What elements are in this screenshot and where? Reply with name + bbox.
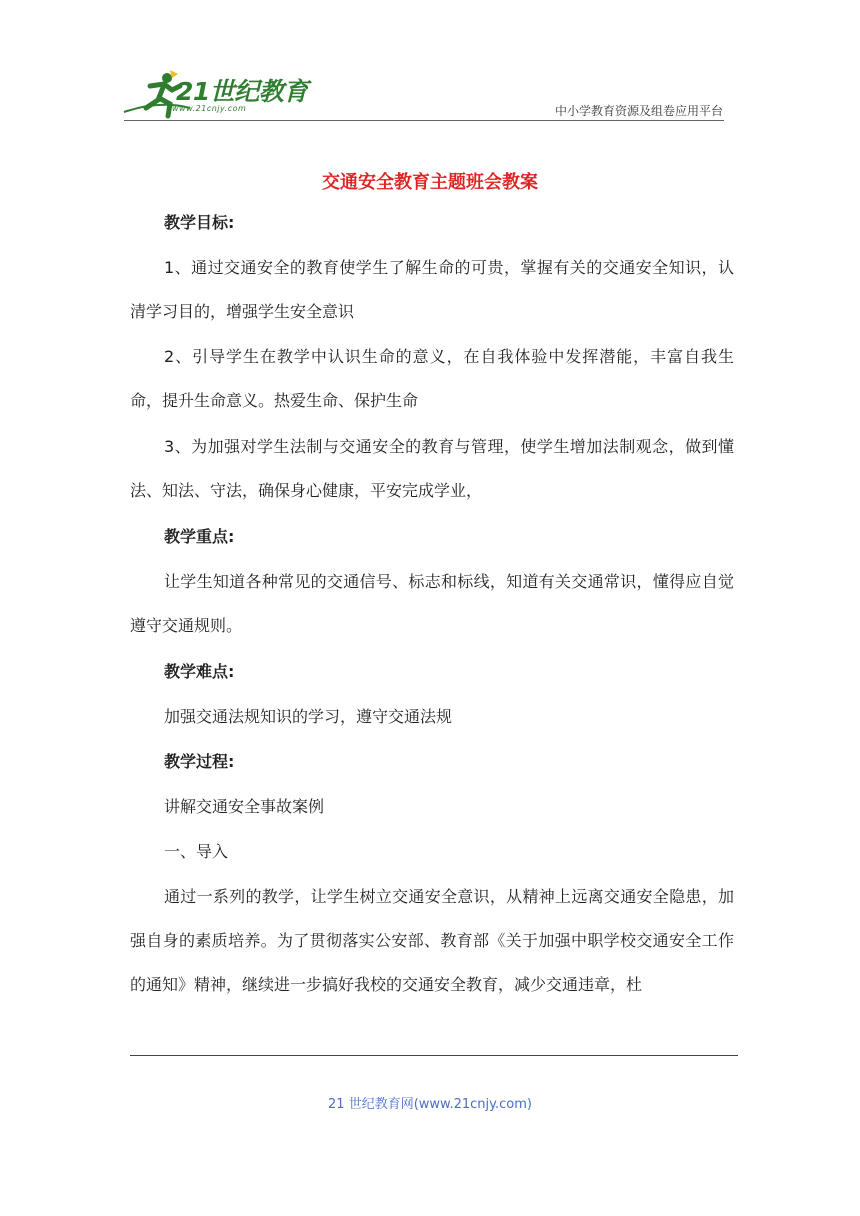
- paragraph-goal-2: 2、引导学生在教学中认识生命的意义，在自我体验中发挥潜能，丰富自我生命，提升生命意义。热爱生命、保护生命: [130, 347, 734, 410]
- paragraph-key: 让学生知道各种常见的交通信号、标志和标线，知道有关交通常识，懂得应自觉遵守交通规则。: [130, 572, 734, 635]
- logo-url: www.21cnjy.com: [172, 104, 247, 113]
- page-header: [0, 0, 860, 130]
- header-divider: [124, 120, 724, 121]
- document-title: 交通安全教育主题班会教案: [322, 172, 538, 193]
- paragraph-goal-3: 3、为加强对学生法制与交通安全的教育与管理，使学生增加法制观念，做到懂法、知法、守法，确保身心健康，平安完成学业，: [130, 437, 734, 500]
- footer-link[interactable]: 21 世纪教育网(www.21cnjy.com): [328, 1097, 532, 1112]
- logo-text: 21世纪教育: [176, 77, 308, 106]
- paragraph-difficulty: 加强交通法规知识的学习，遵守交通法规: [164, 707, 453, 726]
- section-heading-goals: 教学目标:: [164, 213, 235, 232]
- section-heading-key: 教学重点:: [164, 527, 235, 546]
- section-heading-intro: 一、导入: [164, 842, 229, 861]
- paragraph-goal-1: 1、通过交通安全的教育使学生了解生命的可贵，掌握有关的交通安全知识，认清学习目的，增强学生安全意识: [130, 258, 734, 321]
- section-heading-process: 教学过程:: [164, 752, 235, 771]
- paragraph-intro: 通过一系列的教学，让学生树立交通安全意识，从精神上远离交通安全隐患，加强自身的素质培养。为了贯彻落实公安部、教育部《关于加强中职学校交通安全工作的通知》精神，继续进一步搞好我校的交通安全教育，减少交通违章，杜: [130, 887, 734, 994]
- footer-divider: [130, 1055, 738, 1056]
- header-tagline: 中小学教育资源及组卷应用平台: [554, 104, 723, 118]
- paragraph-process: 讲解交通安全事故案例: [164, 797, 325, 816]
- section-heading-difficulty: 教学难点:: [164, 662, 235, 681]
